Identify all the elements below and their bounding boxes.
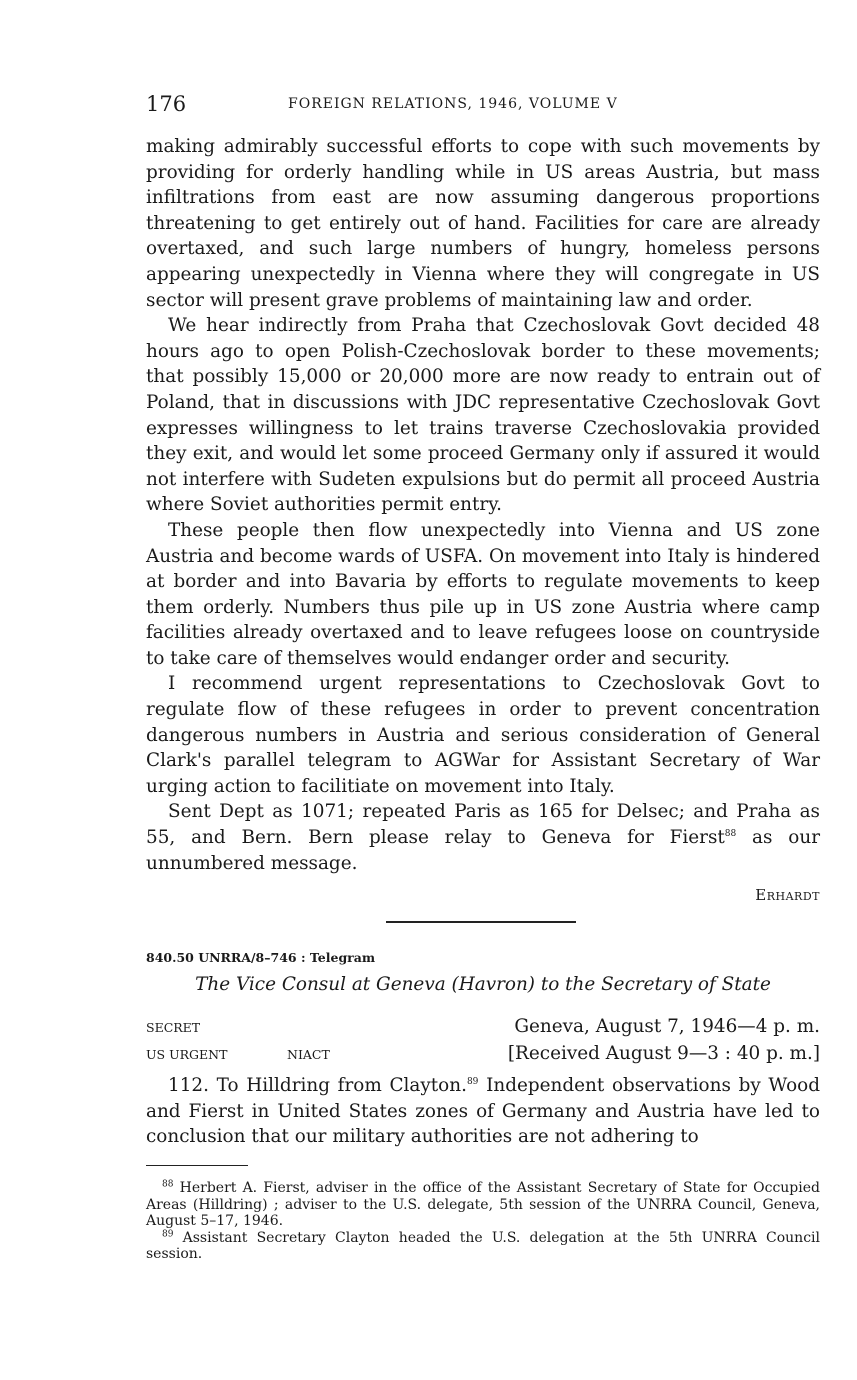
footnotes [146,1180,820,1263]
niact-label: NIACT [287,1047,330,1062]
paragraph-text: as our unnumbered message. [146,827,820,874]
running-head: FOREIGN RELATIONS, 1946, VOLUME V [288,96,618,112]
footnote-text: Assistant Secretary Clayton headed the U.S. delegation at the 5th UNRRA Council session. [146,1229,820,1263]
paragraph-text: Independent observations by Wood and Fierst in United States zones of Germany and Austria have led to conclusion that our military authorities are not adhering to [146,1075,820,1148]
footnote-text: Herbert A. Fierst, adviser in the office of the Assistant Secretary of State for Occupied Areas (Hilldring) ; adviser to the U.S. delegate, 5th session of the UNRRA Council, Geneva, August 5–17, 1946. [146,1180,820,1230]
telegram-body-2 [146,1073,820,1150]
priority: US URGENT [146,1047,228,1062]
telegram-body [146,134,820,876]
footnote-divider [146,1165,248,1166]
body-paragraph: These people then flow unexpectedly into Vienna and US zone Austria and become wards of USFA. On movement into Italy is hindered at border and into Bavaria by efforts to regulate movements to keep them orderly. Numbers thus pile up in US zone Austria where camp facilities already overtaxed and to leave refugees loose on countryside to take care of themselves would endanger order and security. [146,519,820,669]
document-title: The Vice Consul at Geneva (Havron) to the Secretary of State [195,974,771,995]
page-number: 176 [146,92,187,116]
signature: Erhardt [755,886,820,904]
dateline: Geneva, August 7, 1946—4 p. m. [514,1016,820,1037]
classification: SECRET [146,1020,201,1035]
body-paragraph: making admirably successful efforts to cope with such movements by providing for orderly handling while in US areas Austria, but mass infiltrations from east are now assuming dangerous proportions threatening to get entirely out of hand. Facilities for care are already overtaxed, and such large numbers of hungry, homeless persons appearing unexpectedly in Vienna where they will congregate in US sector will present grave problems of maintaining law and order. [146,136,820,311]
footnote [146,1230,820,1263]
paragraph-text: 112. To Hilldring from Clayton. [168,1075,467,1096]
body-paragraph: We hear indirectly from Praha that Czechoslovak Govt decided 48 hours ago to open Polish-Czechoslovak border to these movements; that possibly 15,000 or 20,000 more are now ready to entrain out of Poland, that in discussions with JDC representative Czechoslovak Govt expresses willingness to let trains traverse Czechoslovakia provided they exit, and would let some proceed Germany only if assured it would not interfere with Sudeten expulsions but do permit all proceed Austria where Soviet authorities permit entry. [146,315,820,516]
body-paragraph [146,1073,820,1150]
file-reference: 840.50 UNRRA/8–746 : Telegram [146,950,376,965]
footnote-ref[interactable]: 88 [724,828,737,839]
paragraph-text: Sent Dept as 1071; repeated Paris as 165 for Delsec; and Praha as 55, and Bern. Bern please relay to Geneva for Fierst [146,801,820,849]
section-divider [386,921,576,923]
body-paragraph [146,799,820,876]
priority-row [146,1043,820,1067]
footnote-number: 88 [162,1179,174,1190]
footnote-ref[interactable]: 89 [466,1076,479,1087]
page-header [146,92,818,118]
footnote [146,1180,820,1230]
received-line: [Received August 9—3 : 40 p. m.] [507,1043,820,1064]
body-paragraph: I recommend urgent representations to Czechoslovak Govt to regulate flow of these refugees in order to prevent concentration dangerous numbers in Austria and serious consideration of General Clark's parallel telegram to AGWar for Assistant Secretary of War urging action to facilitiate on movement into Italy. [146,673,820,797]
footnote-number: 89 [162,1229,174,1240]
classification-row [146,1016,820,1040]
